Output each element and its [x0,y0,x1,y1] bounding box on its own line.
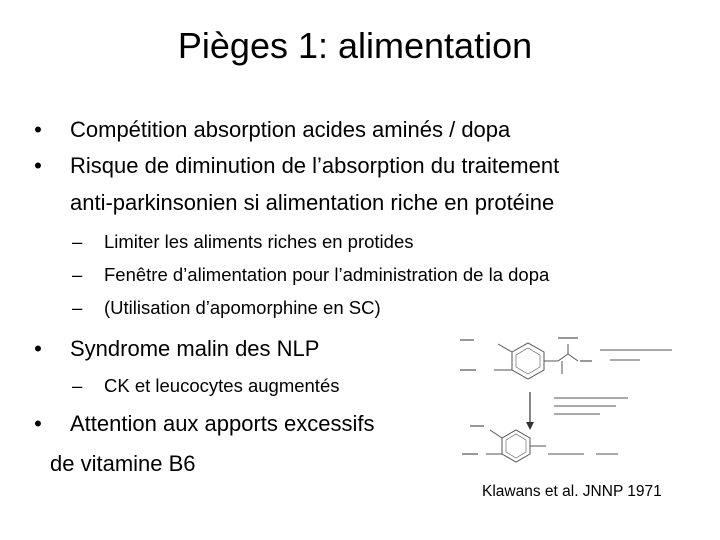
chemical-structure-diagram [450,330,680,470]
sub-bullet-item [72,261,550,289]
bullet-continuation: anti-parkinsonien si alimentation riche en protéine [70,190,555,215]
bullet-item [34,409,375,439]
bullet-marker: • [34,117,42,142]
sub-bullet-text: (Utilisation d’apomorphine en SC) [104,297,381,318]
sub-bullet-item [72,294,381,322]
bullet-continuation: de vitamine B6 [50,451,196,476]
dash-marker: – [72,375,83,396]
sub-bullet-item [72,372,340,400]
bullet-text: Risque de diminution de l’absorption du traitement [70,153,560,178]
dash-marker: – [72,264,83,285]
bullet-item [34,334,320,364]
bullet-item [34,115,511,145]
dash-marker: – [72,231,83,252]
sub-bullet-text: Fenêtre d’alimentation pour l’administration de la dopa [104,264,550,285]
bullet-item [34,151,560,181]
bullet-text: Compétition absorption acides aminés / dopa [70,117,511,142]
sub-bullet-item [72,228,414,256]
bullet-marker: • [34,336,42,361]
sub-bullet-text: Limiter les aliments riches en protides [104,231,414,252]
bullet-text: Attention aux apports excessifs [70,411,375,436]
dash-marker: – [72,297,83,318]
bullet-marker: • [34,153,42,178]
benzene-ring-icon [512,343,544,379]
bullet-marker: • [34,411,42,436]
bullet-text: Syndrome malin des NLP [70,336,320,361]
citation: Klawans et al. JNNP 1971 [482,483,662,500]
slide-title: Pièges 1: alimentation [177,25,533,66]
sub-bullet-text: CK et leucocytes augmentés [104,375,340,396]
